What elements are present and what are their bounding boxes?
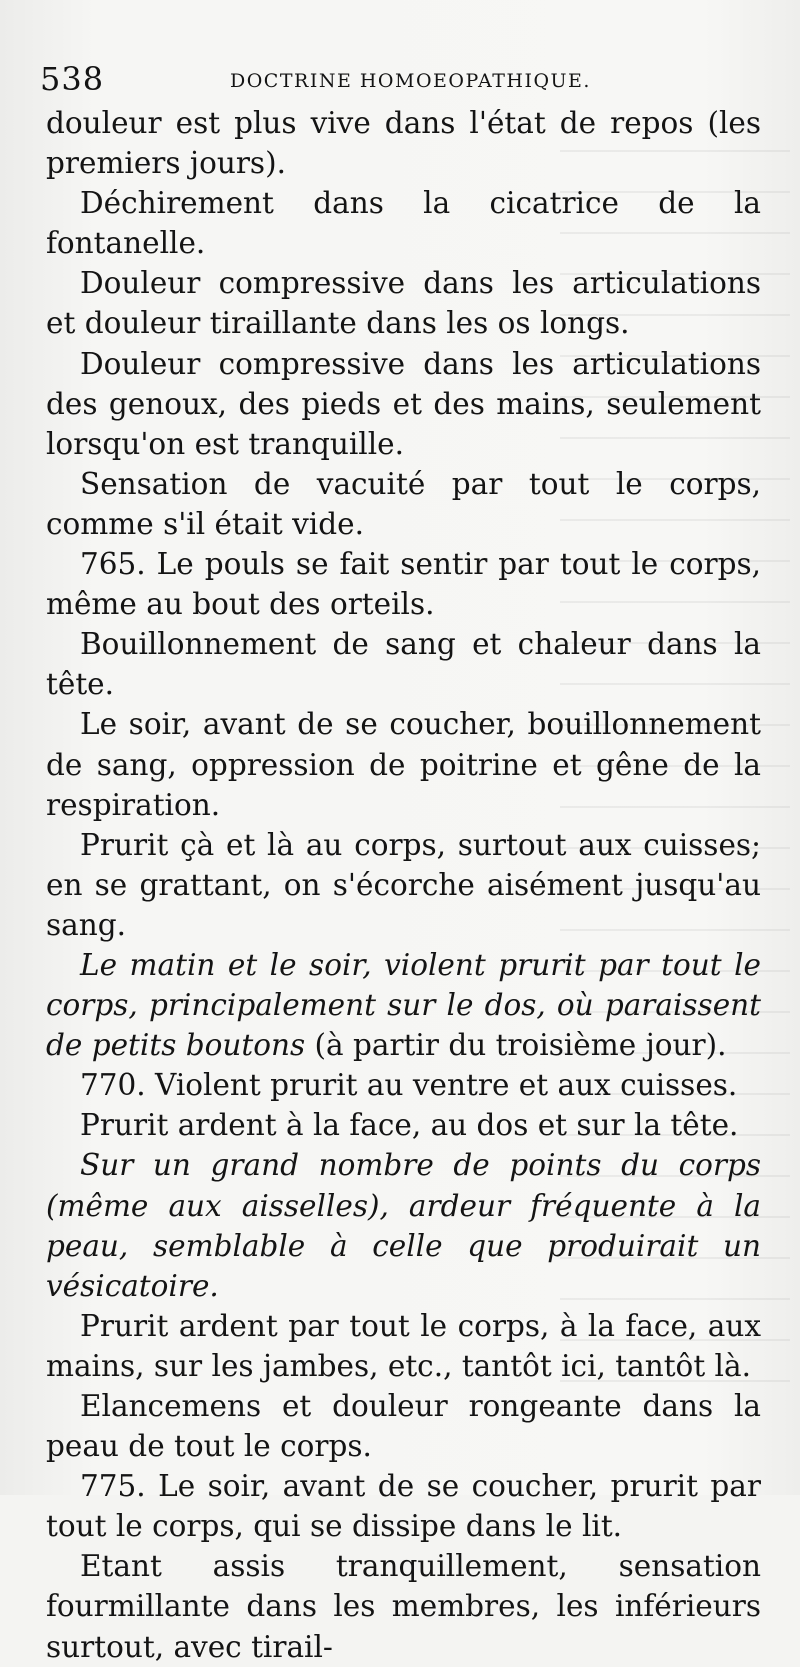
paragraph: [46, 1065, 761, 1105]
paragraph-text: Prurit ardent par tout le corps, à la face, aux mains, sur les jambes, etc., tantôt ici, tantôt là.: [46, 1308, 761, 1383]
running-head: DOCTRINE HOMOEOPATHIQUE.: [230, 70, 591, 92]
paragraph-text: douleur est plus vive dans l'état de repos (les premiers jours).: [46, 106, 761, 181]
paragraph-text: Elancemens et douleur rongeante dans la peau de tout le corps.: [46, 1389, 761, 1464]
body-text: [46, 103, 761, 1667]
paragraph: [46, 1546, 761, 1666]
paragraph: [46, 704, 761, 824]
paragraph: [46, 1105, 761, 1145]
paragraph: [46, 1145, 761, 1305]
italic-text: Sur un grand nombre de points du corps (même aux aisselles), ardeur fréquente à la peau, semblable à celle que produirait un vésicatoire.: [46, 1148, 761, 1303]
paragraph-text: (à partir du troisième jour).: [305, 1028, 727, 1063]
paragraph-text: 765. Le pouls se fait sentir par tout le corps, même au bout des orteils.: [46, 547, 761, 622]
paragraph-text: Déchirement dans la cicatrice de la fontanelle.: [46, 186, 761, 261]
paragraph-text: Prurit ardent à la face, au dos et sur la tête.: [80, 1108, 739, 1143]
paragraph: [46, 825, 761, 945]
page-number: 538: [40, 60, 105, 98]
paragraph: [46, 344, 761, 464]
paragraph-text: Sensation de vacuité par tout le corps, comme s'il était vide.: [46, 466, 761, 541]
paragraph-text: Bouillonnement de sang et chaleur dans la tête.: [46, 627, 761, 702]
paragraph: [46, 103, 761, 183]
paragraph: [46, 1466, 761, 1546]
paragraph-text: 775. Le soir, avant de se coucher, prurit par tout le corps, qui se dissipe dans le lit.: [46, 1469, 761, 1544]
paragraph-text: Prurit çà et là au corps, surtout aux cuisses; en se grattant, on s'écorche aisément jusqu'au sang.: [46, 827, 761, 942]
paragraph: [46, 1306, 761, 1386]
page-header: [40, 60, 760, 100]
paragraph-text: Etant assis tranquillement, sensation fourmillante dans les membres, les inférieurs surtout, avec tirail-: [46, 1549, 761, 1664]
paragraph: [46, 263, 761, 343]
paragraph: [46, 945, 761, 1065]
paragraph: [46, 544, 761, 624]
paragraph: [46, 624, 761, 704]
paragraph: [46, 1386, 761, 1466]
italic-text: Le matin et le soir, violent prurit par tout le corps, principalement sur le dos, où paraissent de petits boutons: [46, 947, 761, 1063]
paragraph-text: 770. Violent prurit au ventre et aux cuisses.: [80, 1068, 738, 1103]
paragraph-text: Douleur compressive dans les articulations des genoux, des pieds et des mains, seulement lorsqu'on est tranquille.: [46, 346, 761, 461]
paragraph-text: Le soir, avant de se coucher, bouillonnement de sang, oppression de poitrine et gêne de la respiration.: [46, 707, 761, 822]
paragraph-text: Douleur compressive dans les articulations et douleur tiraillante dans les os longs.: [46, 266, 761, 341]
paragraph: [46, 464, 761, 544]
paragraph: [46, 183, 761, 263]
